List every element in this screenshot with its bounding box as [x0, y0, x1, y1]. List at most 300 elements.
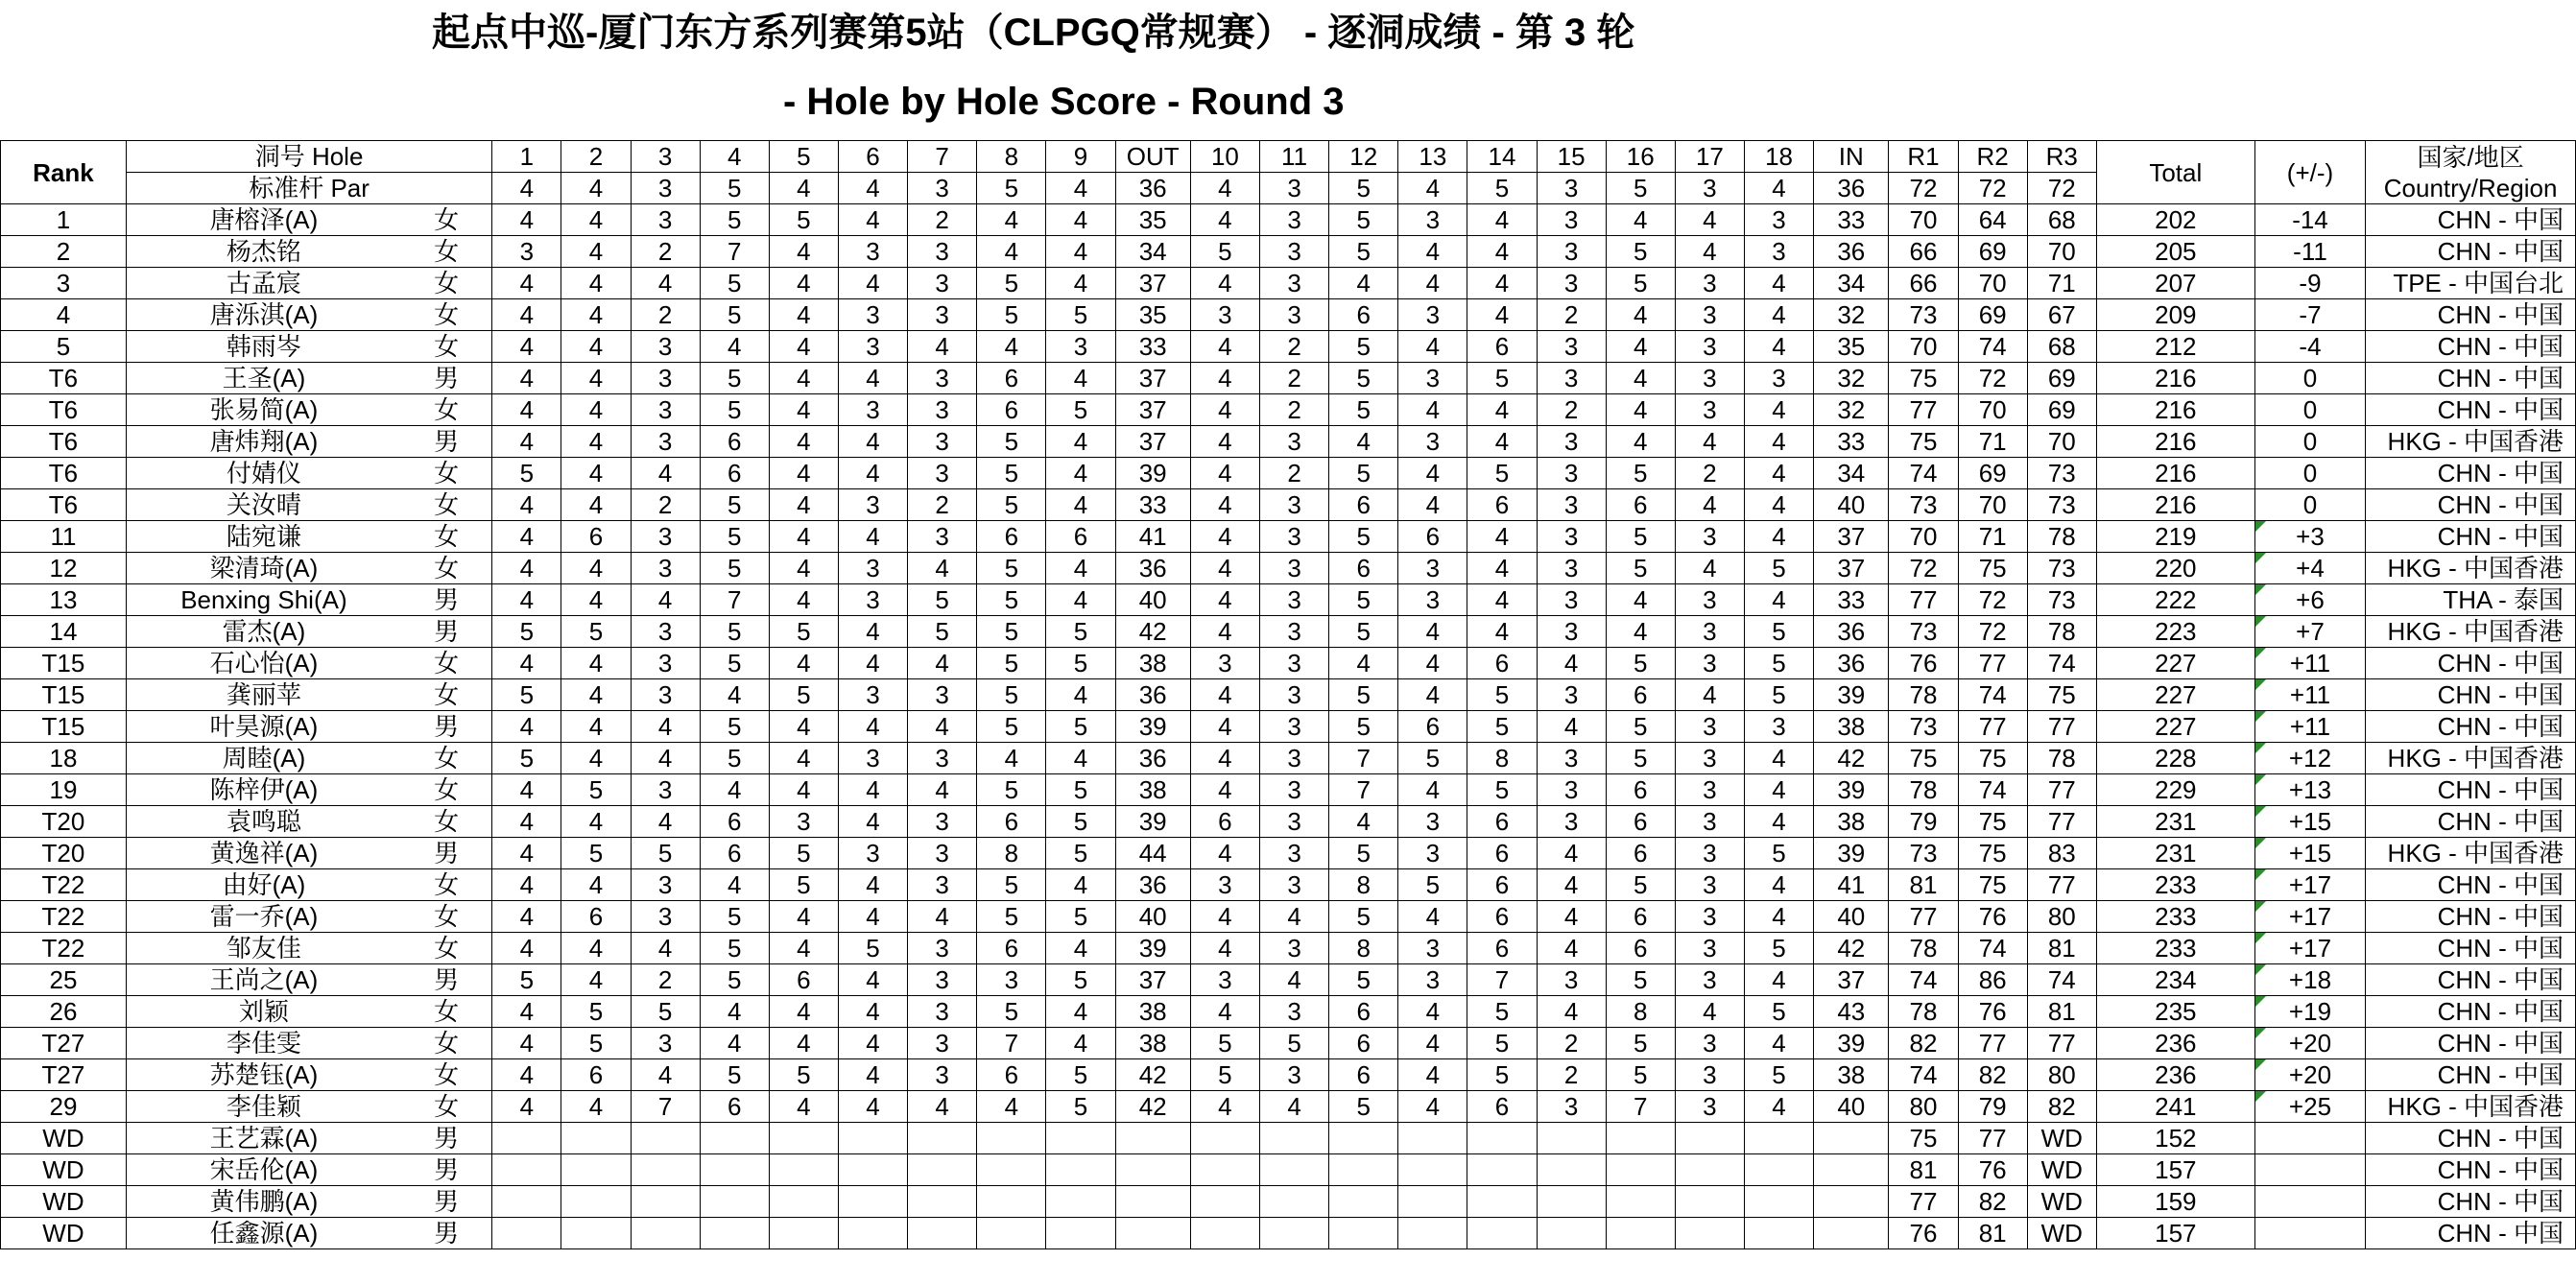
score-cell: 4 [1046, 489, 1115, 521]
player-name: 陈梓伊(A) [126, 774, 401, 806]
total-cell: 235 [2096, 996, 2254, 1028]
score-cell: 5 [1606, 648, 1675, 679]
score-cell: 3 [1398, 299, 1467, 331]
table-row [1, 648, 2576, 679]
table-row [1, 521, 2576, 553]
country-cell: HKG - 中国香港 [2366, 838, 2576, 869]
score-cell: 5 [700, 394, 769, 426]
plusminus-cell: +15 [2254, 838, 2365, 869]
score-cell: 73 [2027, 553, 2096, 584]
score-cell: 4 [769, 901, 838, 933]
player-name: 刘颖 [126, 996, 401, 1028]
score-cell: 5 [1329, 331, 1398, 363]
score-cell: 6 [1329, 489, 1398, 521]
score-cell: 4 [1606, 616, 1675, 648]
score-cell: 77 [1889, 394, 1958, 426]
score-cell: 4 [838, 521, 907, 553]
table-row [1, 426, 2576, 458]
score-cell: 6 [1606, 774, 1675, 806]
score-cell: 5 [1467, 679, 1537, 711]
score-cell: 4 [492, 363, 561, 394]
score-cell: 4 [908, 331, 977, 363]
total-cell: 231 [2096, 806, 2254, 838]
score-cell: 39 [1814, 838, 1889, 869]
score-cell: 5 [977, 679, 1046, 711]
score-cell: 6 [1398, 711, 1467, 743]
round-header: R2 [1958, 141, 2027, 173]
total-cell: 227 [2096, 679, 2254, 711]
sex-cell: 女 [401, 204, 492, 236]
score-cell: 5 [700, 1059, 769, 1091]
player-name: 李佳雯 [126, 1028, 401, 1059]
score-cell: 4 [1398, 996, 1467, 1028]
score-cell: 5 [631, 996, 700, 1028]
score-cell: 42 [1115, 616, 1190, 648]
score-cell: 3 [1259, 933, 1328, 964]
total-cell: 205 [2096, 236, 2254, 268]
rank-cell: WD [1, 1123, 127, 1154]
score-cell: 5 [700, 711, 769, 743]
score-cell: 6 [1467, 489, 1537, 521]
score-cell: 68 [2027, 331, 2096, 363]
score-cell: 3 [1744, 711, 1813, 743]
sex-cell: 女 [401, 299, 492, 331]
score-cell [1744, 1154, 1813, 1186]
score-cell: 5 [1046, 299, 1115, 331]
score-cell: 4 [1046, 363, 1115, 394]
total-cell: 216 [2096, 458, 2254, 489]
score-cell: 4 [561, 933, 631, 964]
score-cell: 4 [631, 584, 700, 616]
score-cell: 6 [1606, 838, 1675, 869]
score-cell: 33 [1814, 204, 1889, 236]
score-cell: 4 [631, 1059, 700, 1091]
score-cell: 5 [700, 521, 769, 553]
score-cell: 72 [1889, 553, 1958, 584]
score-cell: WD [2027, 1123, 2096, 1154]
score-cell: 6 [769, 964, 838, 996]
score-cell: 5 [1046, 806, 1115, 838]
score-cell: 34 [1814, 268, 1889, 299]
score-cell: 6 [1606, 679, 1675, 711]
score-cell: 5 [561, 1028, 631, 1059]
score-cell: 4 [561, 553, 631, 584]
score-cell: 4 [700, 679, 769, 711]
score-cell: 5 [1329, 679, 1398, 711]
score-cell: 3 [1537, 363, 1606, 394]
score-cell [1814, 1123, 1889, 1154]
score-cell: 4 [561, 1091, 631, 1123]
player-name: 唐榕泽(A) [126, 204, 401, 236]
score-cell: 3 [838, 584, 907, 616]
score-cell: 3 [1675, 869, 1744, 901]
score-cell: 4 [908, 553, 977, 584]
country-cell: CHN - 中国 [2366, 363, 2576, 394]
score-cell: 5 [977, 711, 1046, 743]
score-cell [1115, 1154, 1190, 1186]
score-cell: 3 [1675, 1059, 1744, 1091]
score-cell [1675, 1154, 1744, 1186]
score-cell: 77 [2027, 806, 2096, 838]
score-cell: 3 [908, 1059, 977, 1091]
score-cell: 67 [2027, 299, 2096, 331]
plusminus-cell: +6 [2254, 584, 2365, 616]
score-cell: 39 [1115, 933, 1190, 964]
plusminus-cell: -14 [2254, 204, 2365, 236]
score-cell: 39 [1814, 774, 1889, 806]
score-cell: 5 [1398, 743, 1467, 774]
score-cell: 3 [1537, 964, 1606, 996]
score-table [0, 140, 2576, 1249]
score-cell: 4 [1398, 648, 1467, 679]
score-cell: 37 [1814, 553, 1889, 584]
score-cell: 3 [1537, 584, 1606, 616]
score-cell [1398, 1218, 1467, 1249]
total-cell: 152 [2096, 1123, 2254, 1154]
score-cell [1329, 1186, 1398, 1218]
score-cell: 4 [492, 996, 561, 1028]
score-cell: 4 [1744, 1028, 1813, 1059]
score-cell: 6 [1467, 901, 1537, 933]
par-value: 5 [1329, 173, 1398, 204]
score-cell: 3 [838, 743, 907, 774]
score-cell: 5 [1046, 838, 1115, 869]
score-cell: 4 [1537, 838, 1606, 869]
in-header: IN [1814, 141, 1889, 173]
score-cell [977, 1154, 1046, 1186]
score-cell: 4 [1744, 869, 1813, 901]
score-cell: 3 [1675, 838, 1744, 869]
score-cell: 42 [1814, 743, 1889, 774]
score-cell [700, 1123, 769, 1154]
score-cell: 4 [1537, 711, 1606, 743]
score-cell: 5 [769, 838, 838, 869]
score-cell [1606, 1186, 1675, 1218]
round-header: R3 [2027, 141, 2096, 173]
score-cell: 78 [2027, 743, 2096, 774]
score-cell: 4 [1744, 1091, 1813, 1123]
country-cell: CHN - 中国 [2366, 679, 2576, 711]
score-cell: 33 [1115, 331, 1190, 363]
score-cell: 4 [492, 1091, 561, 1123]
score-cell: 4 [492, 394, 561, 426]
score-cell: 4 [908, 1091, 977, 1123]
score-cell: 4 [838, 204, 907, 236]
total-cell: 231 [2096, 838, 2254, 869]
score-cell: 3 [1537, 553, 1606, 584]
score-cell [1467, 1218, 1537, 1249]
score-cell: 5 [1190, 1059, 1259, 1091]
score-cell: 76 [1889, 1218, 1958, 1249]
score-cell: 73 [2027, 458, 2096, 489]
score-cell: 4 [1744, 901, 1813, 933]
score-cell: 76 [1958, 996, 2027, 1028]
score-cell: 40 [1814, 489, 1889, 521]
score-cell: 4 [561, 711, 631, 743]
table-row [1, 869, 2576, 901]
score-cell: WD [2027, 1186, 2096, 1218]
score-cell: 3 [1675, 268, 1744, 299]
score-cell: 4 [561, 268, 631, 299]
score-cell: 3 [1675, 743, 1744, 774]
score-cell: 4 [1190, 331, 1259, 363]
rank-cell: T15 [1, 679, 127, 711]
score-cell: 7 [700, 584, 769, 616]
page-subtitle: - Hole by Hole Score - Round 3 [783, 81, 1345, 123]
score-cell: 4 [561, 363, 631, 394]
score-cell [838, 1154, 907, 1186]
rank-cell: 11 [1, 521, 127, 553]
score-cell [561, 1123, 631, 1154]
country-cell: CHN - 中国 [2366, 489, 2576, 521]
par-value: 4 [1744, 173, 1813, 204]
score-cell: 77 [2027, 869, 2096, 901]
score-cell: 5 [1744, 1059, 1813, 1091]
score-cell: 5 [1046, 901, 1115, 933]
score-cell: 4 [1046, 236, 1115, 268]
score-cell: 3 [1675, 711, 1744, 743]
score-cell: 71 [1958, 426, 2027, 458]
score-cell: 4 [492, 268, 561, 299]
score-cell: 3 [1259, 268, 1328, 299]
country-header-en: Country/Region [2383, 173, 2558, 202]
score-cell: 73 [1889, 616, 1958, 648]
score-cell: 3 [908, 363, 977, 394]
score-cell: 32 [1814, 363, 1889, 394]
score-cell [1537, 1123, 1606, 1154]
country-cell: CHN - 中国 [2366, 1218, 2576, 1249]
score-cell: 4 [838, 648, 907, 679]
sex-cell: 女 [401, 996, 492, 1028]
score-cell: 6 [1467, 331, 1537, 363]
score-cell: 5 [1046, 964, 1115, 996]
score-cell: 81 [2027, 996, 2096, 1028]
total-cell: 220 [2096, 553, 2254, 584]
sex-cell: 女 [401, 648, 492, 679]
score-cell: 5 [700, 204, 769, 236]
rank-cell: 1 [1, 204, 127, 236]
score-cell: 44 [1115, 838, 1190, 869]
score-cell: 4 [1675, 489, 1744, 521]
player-name: 石心怡(A) [126, 648, 401, 679]
score-cell: 35 [1814, 331, 1889, 363]
score-cell: 4 [769, 933, 838, 964]
score-cell: 78 [2027, 521, 2096, 553]
score-cell: 6 [700, 458, 769, 489]
score-cell: 3 [977, 964, 1046, 996]
score-cell: 79 [1889, 806, 1958, 838]
score-cell: 74 [1958, 679, 2027, 711]
score-cell: 4 [1046, 584, 1115, 616]
score-cell: 4 [838, 869, 907, 901]
score-cell [631, 1218, 700, 1249]
score-cell: 5 [1467, 1028, 1537, 1059]
score-cell [1606, 1123, 1675, 1154]
player-name: 关汝晴 [126, 489, 401, 521]
country-cell: CHN - 中国 [2366, 1186, 2576, 1218]
plusminus-cell: 0 [2254, 363, 2365, 394]
par-value: 3 [1259, 173, 1328, 204]
score-cell: 4 [1046, 679, 1115, 711]
rank-cell: WD [1, 1218, 127, 1249]
score-cell: 4 [1259, 901, 1328, 933]
score-cell: 3 [1537, 331, 1606, 363]
score-cell: 5 [700, 299, 769, 331]
score-cell: 75 [1889, 363, 1958, 394]
score-cell [908, 1123, 977, 1154]
score-cell: 6 [1329, 996, 1398, 1028]
player-name: 付婧仪 [126, 458, 401, 489]
hole-number: 17 [1675, 141, 1744, 173]
score-cell: 4 [1190, 584, 1259, 616]
table-row [1, 901, 2576, 933]
score-cell: 3 [1259, 774, 1328, 806]
score-cell: 4 [1398, 901, 1467, 933]
score-cell: 6 [1329, 299, 1398, 331]
rank-cell: 5 [1, 331, 127, 363]
score-cell: 3 [631, 774, 700, 806]
table-row [1, 679, 2576, 711]
score-cell: 5 [1190, 1028, 1259, 1059]
score-cell: 4 [1744, 426, 1813, 458]
score-cell: 4 [1190, 711, 1259, 743]
score-cell: 4 [1190, 933, 1259, 964]
score-cell: 3 [631, 394, 700, 426]
score-cell: 4 [1190, 774, 1259, 806]
score-cell: 6 [1467, 648, 1537, 679]
score-cell [1606, 1218, 1675, 1249]
score-cell: 66 [1889, 268, 1958, 299]
rank-cell: 14 [1, 616, 127, 648]
rank-cell: T15 [1, 711, 127, 743]
score-cell: 5 [1744, 933, 1813, 964]
score-cell: 41 [1115, 521, 1190, 553]
score-cell: 3 [1259, 521, 1328, 553]
country-cell: HKG - 中国香港 [2366, 616, 2576, 648]
score-cell: 4 [1744, 806, 1813, 838]
sex-cell: 女 [401, 1091, 492, 1123]
total-cell: 216 [2096, 489, 2254, 521]
score-cell: 4 [1467, 616, 1537, 648]
rank-cell: T15 [1, 648, 127, 679]
total-cell: 227 [2096, 711, 2254, 743]
hole-number: 6 [838, 141, 907, 173]
score-cell: 4 [1398, 1059, 1467, 1091]
score-cell [492, 1123, 561, 1154]
player-name: 黄逸祥(A) [126, 838, 401, 869]
score-cell: 4 [1675, 236, 1744, 268]
player-name: 袁鸣聪 [126, 806, 401, 838]
score-cell: 4 [1467, 268, 1537, 299]
score-cell [1190, 1218, 1259, 1249]
player-name: 雷杰(A) [126, 616, 401, 648]
score-cell: 4 [561, 584, 631, 616]
rank-cell: T20 [1, 838, 127, 869]
score-cell: 77 [1958, 648, 2027, 679]
score-cell: 4 [1467, 394, 1537, 426]
score-cell: 5 [700, 489, 769, 521]
score-cell: 75 [1889, 426, 1958, 458]
score-cell [561, 1186, 631, 1218]
score-cell: 40 [1115, 901, 1190, 933]
score-cell: 4 [561, 964, 631, 996]
player-name: 李佳颖 [126, 1091, 401, 1123]
score-cell: 2 [908, 489, 977, 521]
country-cell: CHN - 中国 [2366, 1154, 2576, 1186]
score-cell: 3 [1259, 236, 1328, 268]
score-cell: 6 [1329, 1028, 1398, 1059]
country-cell: CHN - 中国 [2366, 1123, 2576, 1154]
score-cell: 4 [492, 648, 561, 679]
score-cell [838, 1123, 907, 1154]
score-cell: 4 [769, 394, 838, 426]
score-cell: 5 [1046, 394, 1115, 426]
plusminus-cell: +15 [2254, 806, 2365, 838]
par-value: 4 [1190, 173, 1259, 204]
score-cell: 5 [977, 869, 1046, 901]
score-cell: 40 [1814, 901, 1889, 933]
table-row [1, 964, 2576, 996]
score-cell [1467, 1186, 1537, 1218]
score-cell [1398, 1123, 1467, 1154]
score-cell: 3 [1537, 426, 1606, 458]
score-cell: 73 [1889, 489, 1958, 521]
par-value: 3 [1537, 173, 1606, 204]
score-cell: 5 [1606, 1059, 1675, 1091]
score-cell: 5 [1329, 521, 1398, 553]
total-cell: 219 [2096, 521, 2254, 553]
score-cell: 33 [1115, 489, 1190, 521]
score-cell: 5 [700, 933, 769, 964]
score-cell: 4 [1467, 553, 1537, 584]
score-cell: 4 [1046, 869, 1115, 901]
score-cell: 5 [1606, 236, 1675, 268]
score-cell [1259, 1154, 1328, 1186]
country-cell: CHN - 中国 [2366, 648, 2576, 679]
total-cell: 236 [2096, 1059, 2254, 1091]
score-cell: 6 [700, 806, 769, 838]
score-cell: 3 [1259, 204, 1328, 236]
score-cell: 5 [700, 964, 769, 996]
score-cell [700, 1154, 769, 1186]
score-cell: 4 [700, 1028, 769, 1059]
score-cell: 72 [1958, 363, 2027, 394]
score-cell: 6 [1606, 901, 1675, 933]
player-name: 宋岳伦(A) [126, 1154, 401, 1186]
table-row [1, 1028, 2576, 1059]
hole-number: 7 [908, 141, 977, 173]
score-cell: 69 [1958, 236, 2027, 268]
score-cell: 4 [1190, 489, 1259, 521]
score-cell: 83 [2027, 838, 2096, 869]
score-cell: 4 [1467, 584, 1537, 616]
score-cell: 3 [1537, 743, 1606, 774]
score-cell: 77 [1958, 711, 2027, 743]
country-cell: CHN - 中国 [2366, 996, 2576, 1028]
player-name: 陆宛谦 [126, 521, 401, 553]
score-cell: 5 [561, 996, 631, 1028]
table-row [1, 458, 2576, 489]
country-header-cn: 国家/地区 [2417, 142, 2524, 172]
score-cell: 4 [631, 711, 700, 743]
score-cell: 2 [1537, 299, 1606, 331]
plusminus-cell: +3 [2254, 521, 2365, 553]
score-cell: 4 [1467, 236, 1537, 268]
score-cell: 4 [492, 806, 561, 838]
score-cell [1814, 1218, 1889, 1249]
score-cell: 4 [700, 996, 769, 1028]
total-cell: 236 [2096, 1028, 2254, 1059]
